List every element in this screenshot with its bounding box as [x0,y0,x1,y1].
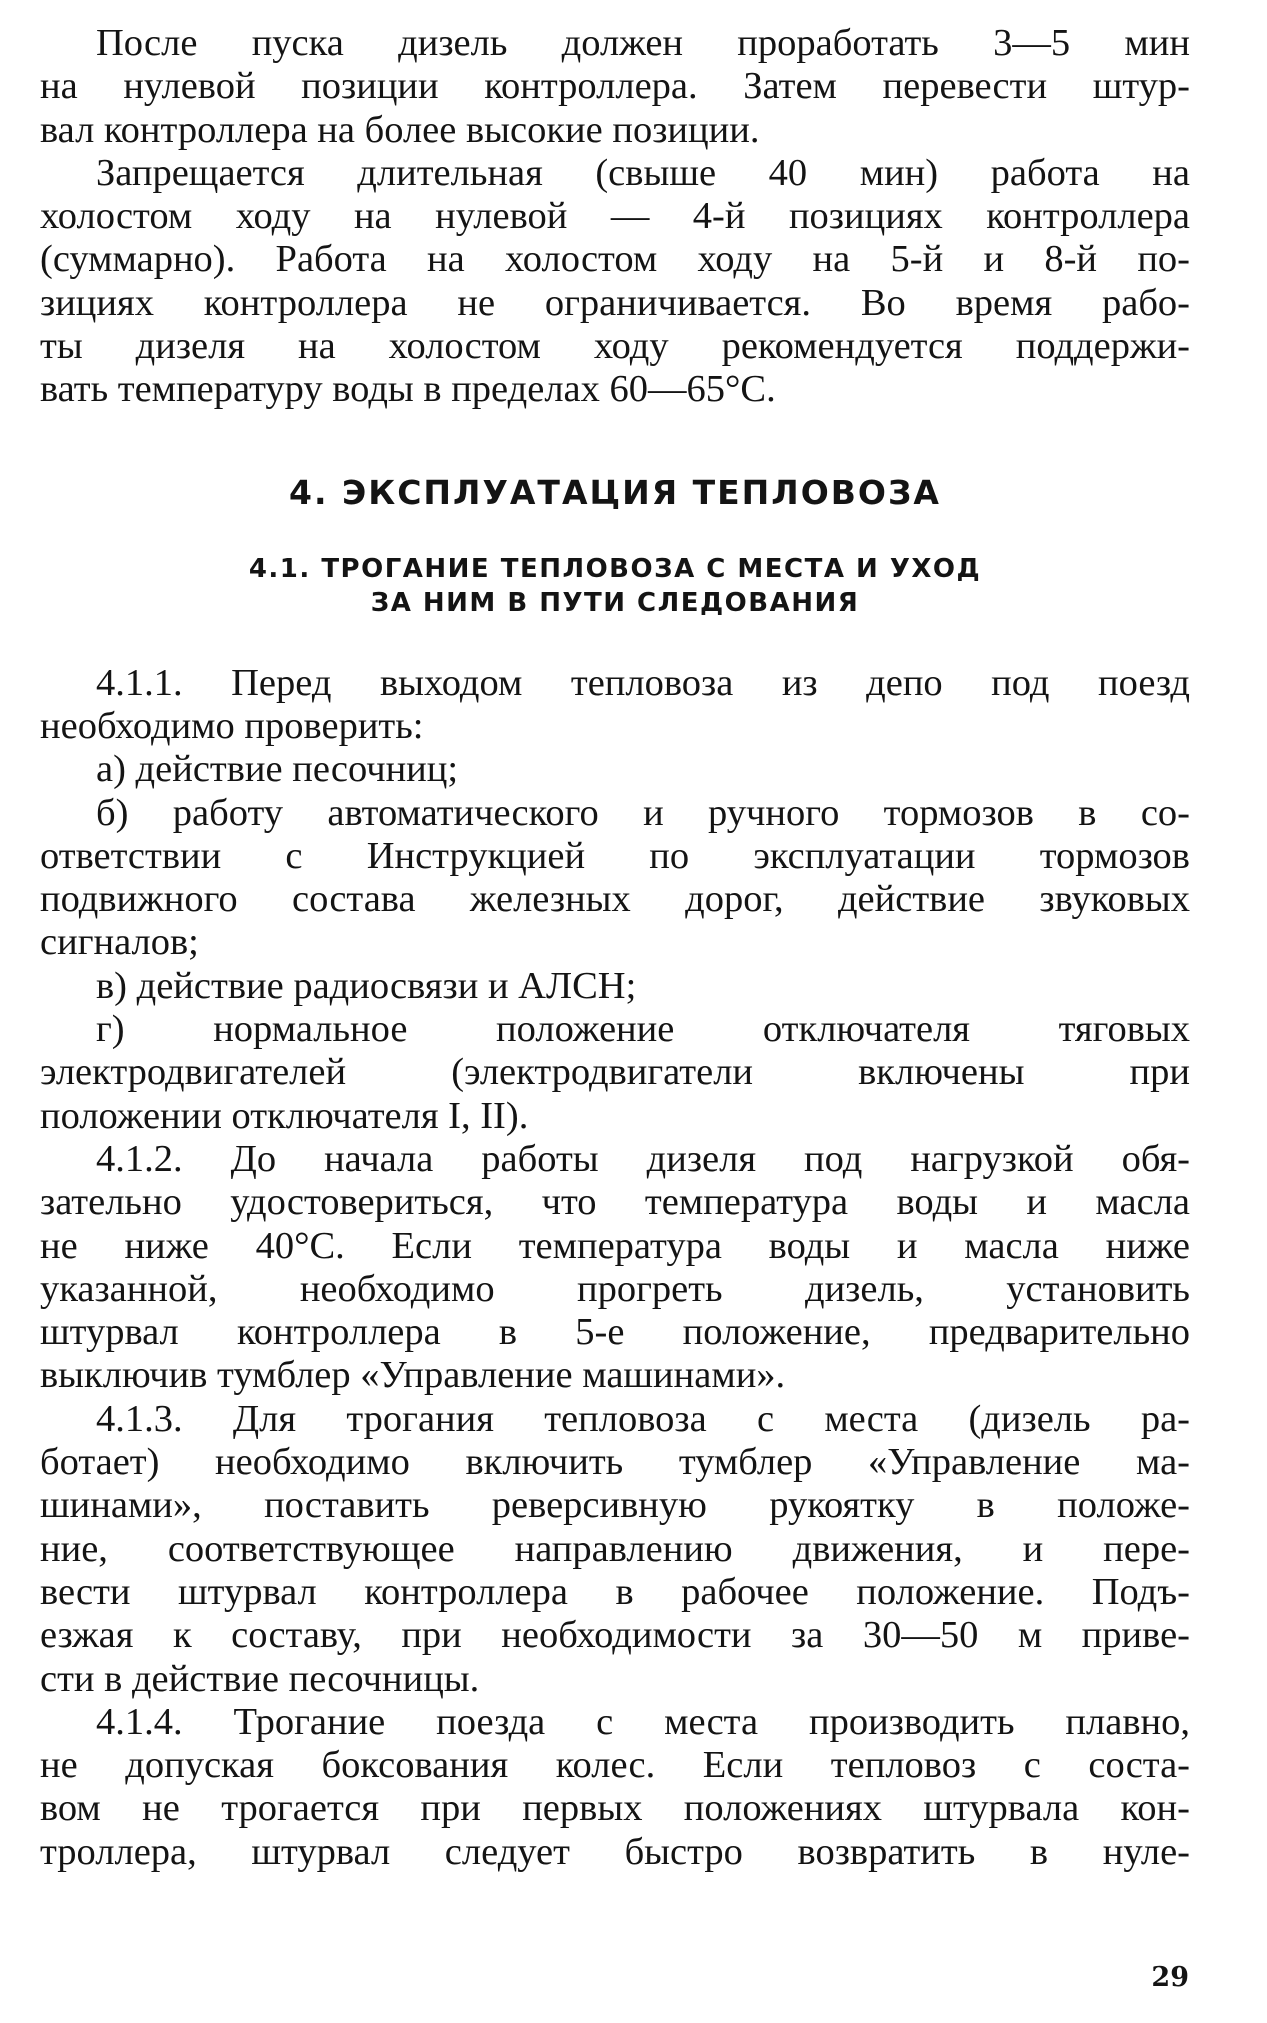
text-line: Запрещается длительная (свыше 40 мин) работа на [96,151,1190,194]
text-line: необходимо проверить: [40,704,424,747]
text-line: шинами», поставить реверсивную рукоятку в положе- [40,1484,1190,1527]
text-line: ответствии с Инструкцией по эксплуатации тормозов [40,834,1190,877]
text-line: подвижного состава железных дорог, действие звуковых [40,878,1190,921]
text-line: ботает) необходимо включить тумблер «Управление ма- [40,1441,1190,1484]
text-line: 4.1.1. Перед выходом тепловоза из депо под поезд [96,661,1190,704]
text-line: 4.1.4. Трогание поезда с места производить плавно, [96,1700,1190,1743]
subsection-title-line: ЗА НИМ В ПУТИ СЛЕДОВАНИЯ [370,587,860,618]
text-line: ты дизеля на холостом ходу рекомендуется поддержи- [40,325,1190,368]
text-line: положении отключателя I, II). [40,1094,529,1137]
item-4-1-2 [40,1138,1190,1398]
item-4-1-3 [40,1398,1190,1701]
list-item-a [40,748,1190,791]
text-line: а) действие песочниц; [96,748,459,791]
text-line: выключив тумблер «Управление машинами». [40,1354,786,1397]
text-line: сти в действие песочницы. [40,1657,480,1700]
text-line: зательно удостовериться, что температура воды и масла [40,1181,1190,1224]
text-line: вать температуру воды в пределах 60—65°С. [40,368,776,411]
text-line: г) нормальное положение отключателя тяговых [96,1008,1190,1051]
text-line: После пуска дизель должен проработать 3—5 мин [96,22,1190,64]
text-line: б) работу автоматического и ручного тормозов в со- [96,791,1190,834]
text-line: электродвигателей (электродвигатели включены при [40,1051,1190,1094]
document-page [40,22,1190,1874]
list-item-g [40,1008,1190,1138]
subsection-title-line: 4.1. ТРОГАНИЕ ТЕПЛОВОЗА С МЕСТА И УХОД [248,553,982,584]
text-line: езжая к составу, при необходимости за 30—50 м приве- [40,1614,1190,1657]
text-line: троллера, штурвал следует быстро возвратить в нуле- [40,1830,1190,1873]
text-line: (суммарно). Работа на холостом ходу на 5-й и 8-й по- [40,238,1190,281]
text-line: зициях контроллера не ограничивается. Во время рабо- [40,281,1190,324]
text-line: в) действие радиосвязи и АЛСН; [96,964,637,1007]
text-line: не ниже 40°С. Если температура воды и масла ниже [40,1224,1190,1267]
text-line: вести штурвал контроллера в рабочее положение. Подъ- [40,1570,1190,1613]
text-line: холостом ходу на нулевой — 4-й позициях контроллера [40,195,1190,238]
text-line: сигналов; [40,921,199,964]
item-4-1-1 [40,662,1190,749]
text-line: 4.1.2. До начала работы дизеля под нагрузкой обя- [96,1137,1190,1180]
text-line: указанной, необходимо прогреть дизель, установить [40,1267,1190,1310]
subsection-title [40,552,1190,620]
text-line: штурвал контроллера в 5-е положение, предварительно [40,1311,1190,1354]
page-number: 29 [1151,1962,1189,1993]
section-title: 4. ЭКСПЛУАТАЦИЯ ТЕПЛОВОЗА [289,472,941,512]
paragraph-idle-prohibition [40,152,1190,412]
item-4-1-4 [40,1701,1190,1874]
text-line: ние, соответствующее направлению движения, и пере- [40,1527,1190,1570]
text-line: вал контроллера на более высокие позиции. [40,108,760,151]
list-item-v [40,965,1190,1008]
paragraph-startup [40,22,1190,152]
text-line: вом не трогается при первых положениях штурвала кон- [40,1787,1190,1830]
list-item-b [40,792,1190,965]
text-line: не допуская боксования колес. Если тепловоз с соста- [40,1744,1190,1787]
text-line: 4.1.3. Для трогания тепловоза с места (дизель ра- [96,1397,1190,1440]
text-line: на нулевой позиции контроллера. Затем перевести штур- [40,65,1190,108]
